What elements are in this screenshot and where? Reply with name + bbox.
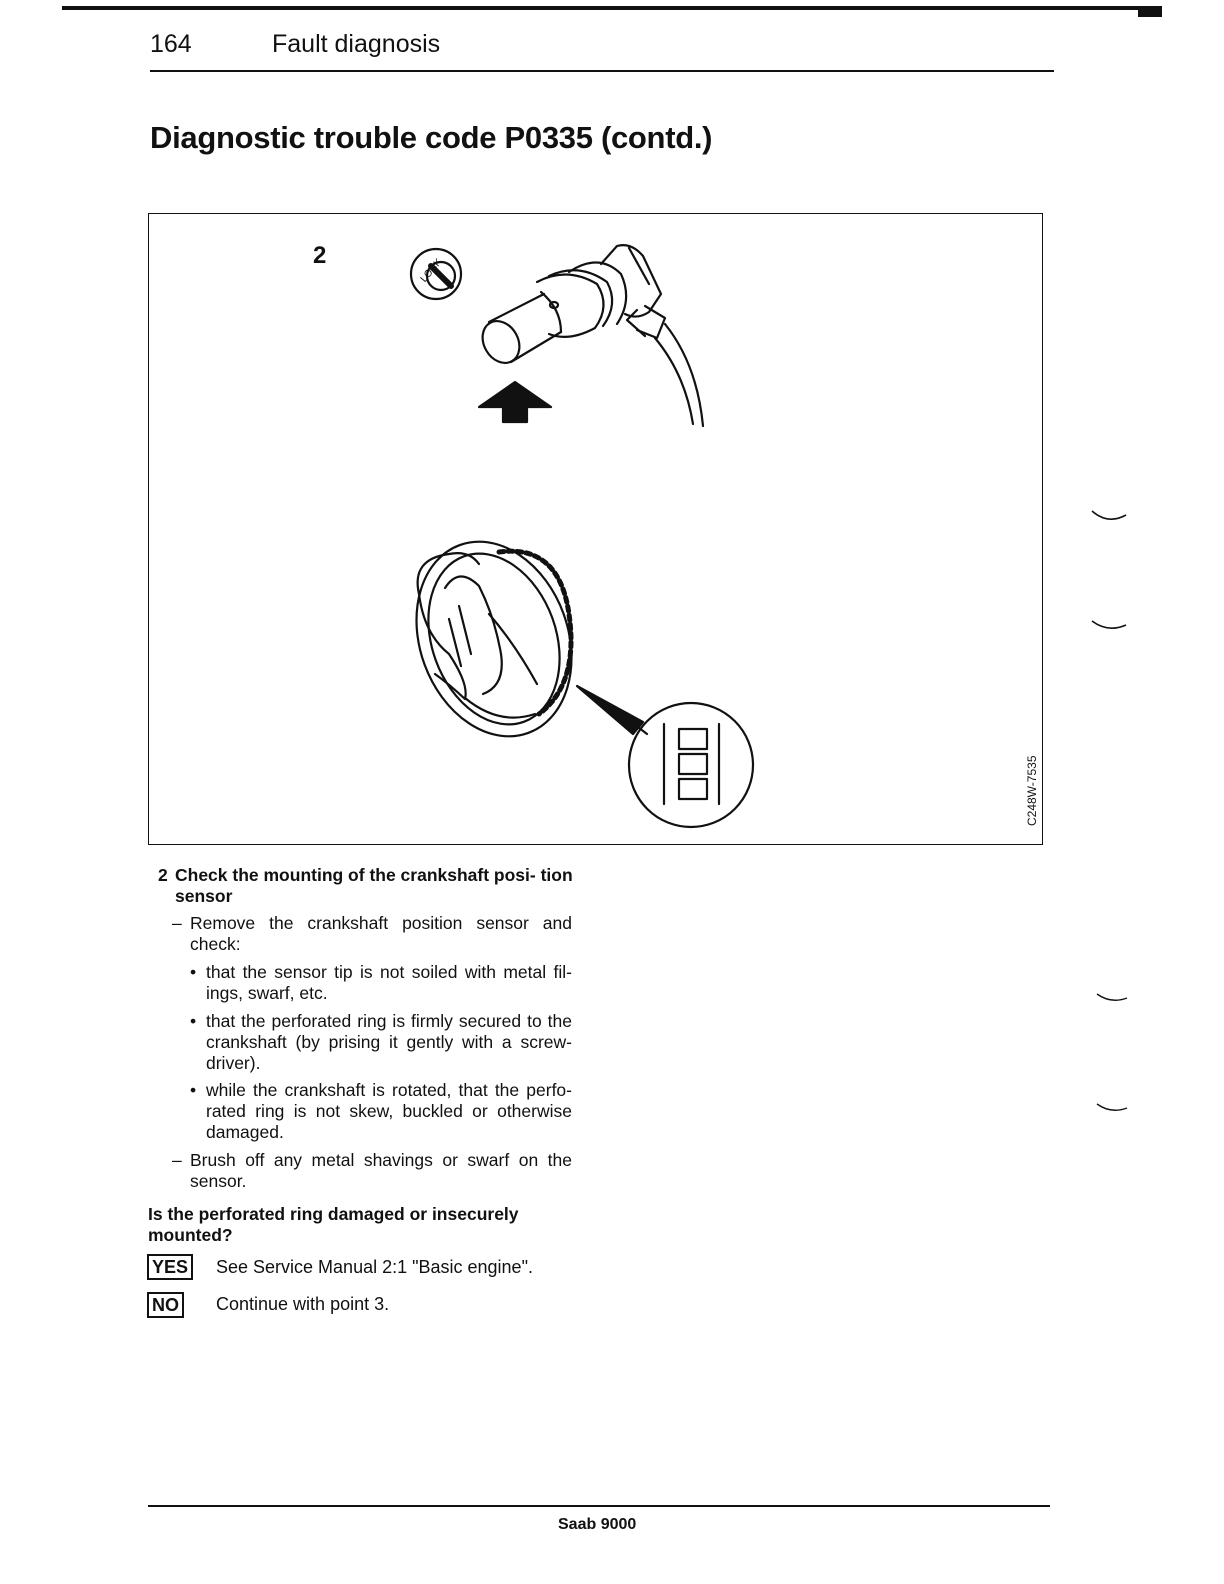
decision-question: Is the perforated ring damaged or insecurely mounted? — [148, 1204, 519, 1245]
step-heading-text: Check the mounting of the crankshaft posi- tion sensor — [175, 865, 573, 906]
yes-answer-box: YES — [147, 1254, 193, 1280]
check-bullet-text: while the crankshaft is rotated, that the perfo- rated ring is not skew, buckled or otherwise damaged. — [206, 1080, 572, 1142]
top-edge-tab — [1138, 6, 1162, 17]
binding-mark — [1095, 1100, 1131, 1116]
figure-step-number: 2 — [313, 242, 327, 269]
check-bullet: • while the crankshaft is rotated, that the perfo- rated ring is not skew, buckled or otherwise damaged. — [190, 1080, 572, 1142]
lock-label: LOCK — [418, 256, 445, 285]
no-answer-box: NO — [147, 1292, 184, 1318]
section-title: Fault diagnosis — [272, 30, 441, 58]
check-bullet: • that the perforated ring is firmly secured to the crankshaft (by prising it gently with a screw- driver). — [190, 1011, 572, 1073]
magnified-detail — [629, 703, 753, 827]
top-rule — [62, 6, 1162, 10]
instruction-text: Brush off any metal shavings or swarf on the sensor. — [190, 1150, 572, 1191]
perforated-ring — [390, 520, 597, 759]
instruction-item: – Brush off any metal shavings or swarf on the sensor. — [172, 1150, 572, 1191]
page-title: Diagnostic trouble code P0335 (contd.) — [150, 120, 713, 155]
check-bullet-text: that the perforated ring is firmly secured to the crankshaft (by prising it gently with a screw- driver). — [206, 1011, 572, 1073]
yes-answer-text: See Service Manual 2:1 "Basic engine". — [216, 1257, 533, 1277]
crankshaft-sensor-illustration — [149, 214, 1044, 846]
page-number: 164 — [150, 30, 192, 58]
lock-icon — [411, 249, 461, 299]
header-rule — [150, 70, 1054, 72]
binding-mark — [1090, 505, 1130, 525]
instruction-text: Remove the crankshaft position sensor and check: — [190, 913, 572, 954]
footer-rule — [148, 1505, 1050, 1507]
binding-mark — [1095, 990, 1131, 1006]
check-bullet: • that the sensor tip is not soiled with metal fil- ings, swarf, etc. — [190, 962, 572, 1003]
figure-code: C248W-7535 — [1025, 755, 1039, 826]
step-number: 2 — [158, 865, 168, 885]
illustration-frame — [148, 213, 1043, 845]
step-heading — [158, 865, 578, 907]
binding-mark — [1090, 615, 1130, 635]
check-bullet-text: that the sensor tip is not soiled with metal fil- ings, swarf, etc. — [206, 962, 572, 1003]
footer-text: Saab 9000 — [558, 1516, 637, 1533]
instruction-item: – Remove the crankshaft position sensor and check: — [172, 913, 572, 954]
no-answer-text: Continue with point 3. — [216, 1294, 390, 1314]
